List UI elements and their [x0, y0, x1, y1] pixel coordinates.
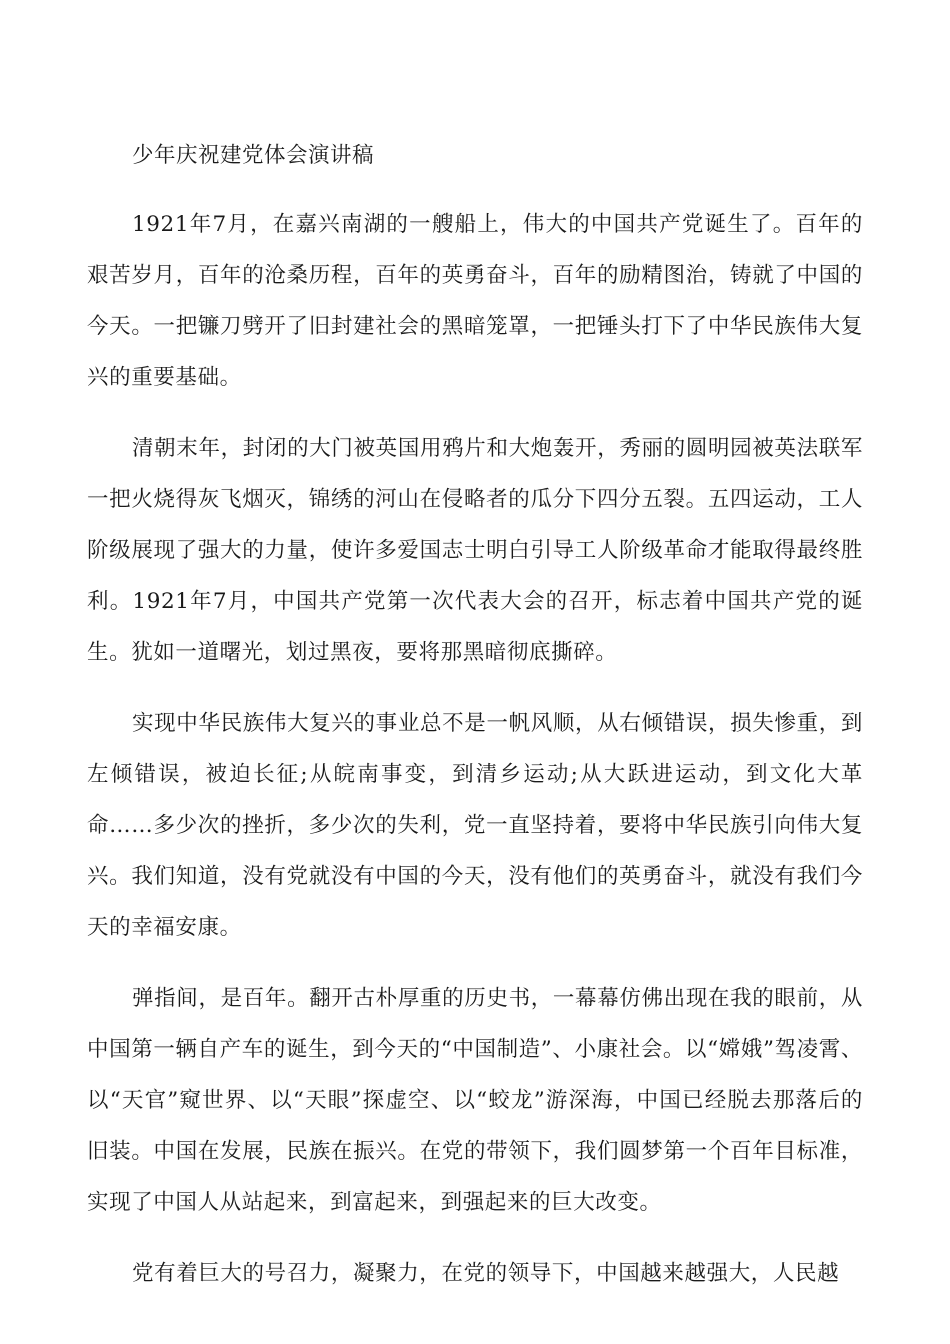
- paragraph-4: 弹指间，是百年。翻开古朴厚重的历史书，一幕幕仿佛出现在我的眼前，从中国第一辆自产车的诞生，到今天的“中国制造”、小康社会。以“嫦娥”驾凌霄、以“天官”窥世界、以“天眼”探虚空、以“蛟龙”游深海，中国已经脱去那落后的旧装。中国在发展，民族在振兴。在党的带领下，我们圆梦第一个百年目标准，实现了中国人从站起来，到富起来，到强起来的巨大改变。: [87, 986, 863, 1215]
- document-page: [87, 132, 863, 1299]
- paragraph-1: 1921年7月，在嘉兴南湖的一艘船上，伟大的中国共产党诞生了。百年的艰苦岁月，百年的沧桑历程，百年的英勇奋斗，百年的励精图治，铸就了中国的今天。一把镰刀劈开了旧封建社会的黑暗笼罩，一把锤头打下了中华民族伟大复兴的重要基础。: [87, 212, 863, 390]
- paragraph-3: 实现中华民族伟大复兴的事业总不是一帆风顺，从右倾错误，损失惨重，到左倾错误，被迫长征;从皖南事变，到清乡运动;从大跃进运动，到文化大革命……多少次的挫折，多少次的失利，党一直坚持着，要将中华民族引向伟大复兴。我们知道，没有党就没有中国的今天，没有他们的英勇奋斗，就没有我们今天的幸福安康。: [87, 711, 863, 940]
- paragraph-5: 党有着巨大的号召力，凝聚力，在党的领导下，中国越来越强大，人民越: [132, 1261, 840, 1286]
- paragraph-2: 清朝末年，封闭的大门被英国用鸦片和大炮轰开，秀丽的圆明园被英法联军一把火烧得灰飞烟灭，锦绣的河山在侵略者的瓜分下四分五裂。五四运动，工人阶级展现了强大的力量，使许多爱国志士明白引导工人阶级革命才能取得最终胜利。1921年7月，中国共产党第一次代表大会的召开，标志着中国共产党的诞生。犹如一道曙光，划过黑夜，要将那黑暗彻底撕碎。: [87, 436, 863, 665]
- document-title: 少年庆祝建党体会演讲稿: [132, 143, 375, 168]
